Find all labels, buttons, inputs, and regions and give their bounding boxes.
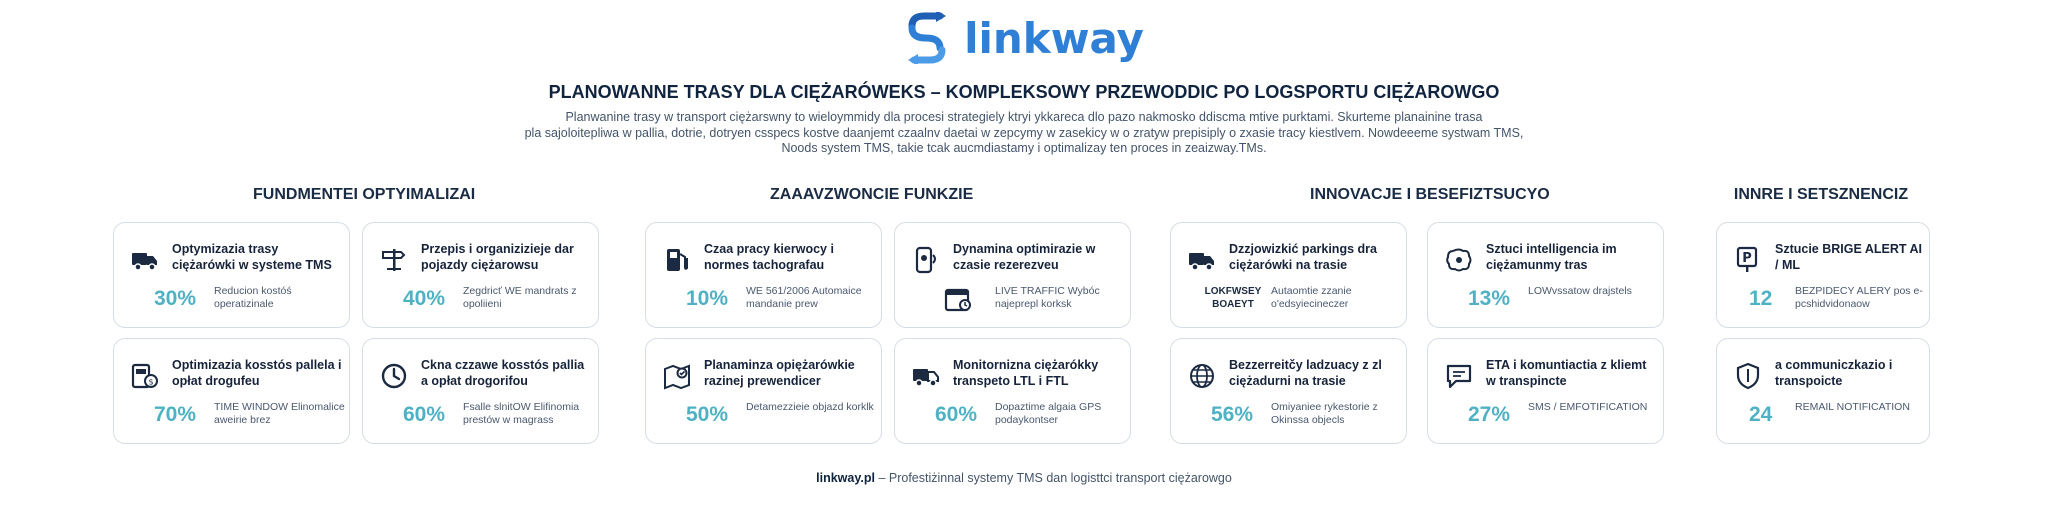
- card-description: BEZPIDECY ALERY pos e-pcshidvidonaow: [1795, 285, 1923, 310]
- chat-bubble-icon: [1444, 361, 1474, 391]
- globe-icon: [1187, 361, 1217, 391]
- footer-site-link[interactable]: linkway.pl: [816, 471, 875, 485]
- card-description: REMAIL NOTIFICATION: [1795, 401, 1910, 413]
- section-title: FUNDMENTEI OPTYIMALIZAI: [253, 186, 476, 203]
- svg-text:$: $: [148, 377, 154, 387]
- feature-card[interactable]: [1427, 222, 1664, 328]
- card-description: WE 561/2006 Automaice mandanie prew: [746, 285, 862, 310]
- card-description: LOWvssatow drajstels: [1528, 285, 1632, 297]
- feature-card[interactable]: [1427, 338, 1664, 444]
- card-title: ETA i komuntiactia z kliemt w transpincte: [1486, 358, 1647, 388]
- card-title: Planaminza opiężarówkie razinej prewendicer: [704, 358, 855, 388]
- card-description: Omiyaniee rykestorie z Okinssa objecls: [1271, 401, 1378, 426]
- intro-line: pla sajoloitepliwa w pallia, dotrie, dotryen csspecs kostve daanjemt czaalnv daetai w zepcymy w zasekicy w o zratyw prepisiply o zxasie tracy kiestlvem. Nowdeeeme systwam TMS,: [524, 125, 1524, 140]
- card-stat: 50%: [686, 403, 729, 426]
- card-title: Dynamina optimirazie w czasie rezerezveu: [953, 242, 1096, 272]
- card-description: SMS / EMFOTIFICATION: [1528, 401, 1648, 413]
- card-title: Przepis i organizizieje dar pojazdy ciężarowsu: [421, 242, 574, 272]
- feature-card[interactable]: [645, 338, 882, 444]
- brain-ai-icon: [1444, 245, 1474, 275]
- card-title: Optimizazia kosstós pallela i opłat drogufeu: [172, 358, 342, 388]
- card-title: Monitornizna ciężarókky transpeto LTL i FTL: [953, 358, 1099, 388]
- card-stat: LOKFWSEY BOAEYT: [1204, 286, 1262, 310]
- card-title: Dzzjowizkić parkings dra ciężarówki na trasie: [1229, 242, 1377, 272]
- feature-card[interactable]: [1170, 338, 1407, 444]
- card-stat: 13%: [1468, 287, 1511, 310]
- card-stat: 40%: [403, 287, 446, 310]
- shield-icon: [1733, 361, 1763, 391]
- card-description: TIME WINDOW Elinomalice aweirie brez: [214, 401, 345, 426]
- brand-name: linkway: [964, 13, 1144, 63]
- fuel-pump-icon: [662, 245, 692, 275]
- intro-paragraph: [360, 110, 1688, 157]
- card-description: Reducion kostóś operatizinale: [214, 285, 292, 310]
- calendar-icon: [943, 285, 973, 313]
- card-description: Autaomtie zzanie o'edsyiecineczer: [1271, 285, 1352, 310]
- card-title: Sztucie BRIGE ALERT AI / ML: [1775, 242, 1923, 272]
- feature-card[interactable]: [1716, 222, 1930, 328]
- card-stat: 70%: [154, 403, 197, 426]
- intro-line: Planwanine trasy w transport ciężarswny to wieloymmidy dla procesi strategiely ktryi ykkareca dlo pazo nakmosko ddiscma mtive purktami. Skurteme planainine trasa: [565, 110, 1483, 124]
- brand-logo: [0, 10, 2048, 66]
- intro-line: Noods system TMS, takie tcak aucmdiastamy i optimalizay ten proces in zeaizway.TMs.: [781, 141, 1267, 155]
- feature-card[interactable]: [362, 222, 599, 328]
- feature-card[interactable]: [1716, 338, 1930, 444]
- card-title: Ckna czzawe kosstós pallia a opłat drogorifou: [421, 358, 585, 388]
- card-stat: 27%: [1468, 403, 1511, 426]
- cost-calculator-icon: [130, 361, 160, 391]
- feature-card[interactable]: [362, 338, 599, 444]
- signpost-icon: [379, 245, 409, 275]
- feature-card[interactable]: [894, 338, 1131, 444]
- card-stat: 10%: [686, 287, 729, 310]
- card-stat: 60%: [403, 403, 446, 426]
- card-title: Sztuci intelligencia im ciężamunmy tras: [1486, 242, 1617, 272]
- card-description: Detamezzieie objazd korklk: [746, 401, 874, 413]
- section-title: INNRE I SETSZNENCIZ: [1733, 186, 1909, 203]
- card-description: Fsalle slnitOW Elifinomia prestów w magrass: [463, 401, 580, 426]
- svg-text:P: P: [1742, 251, 1752, 266]
- card-title: Czaa pracy kierwocy i normes tachografau: [704, 242, 834, 272]
- section-title: ZAAAVZWONCIE FUNKZIE: [770, 186, 974, 203]
- card-title: a communiczkazio i transpoicte: [1775, 358, 1893, 388]
- card-stat: 56%: [1211, 403, 1254, 426]
- card-description: Zegdricť WE mandrats z opoliieni: [463, 285, 577, 310]
- card-stat: 24: [1749, 403, 1773, 426]
- parking-truck-icon: [1187, 245, 1217, 275]
- parking-sign-icon: [1733, 245, 1763, 275]
- page-headline: PLANOWANNE TRASY DLA CIĘŻARÓWEKS – KOMPLEKSOWY PRZEWODDIC PO LOGSPORTU CIĘŻAROWGO: [548, 82, 1500, 102]
- page-footer: [0, 471, 2048, 485]
- feature-card[interactable]: [894, 222, 1131, 328]
- section-title: INNOVACJE I BESEFIZTSUCYO: [1310, 186, 1550, 203]
- feature-card[interactable]: [645, 222, 882, 328]
- card-title: Bezzerreitčy ladzuacy z zl ciężadurni na trasie: [1229, 358, 1382, 388]
- mobile-gps-icon: [911, 245, 941, 275]
- card-stat: 12: [1749, 287, 1773, 310]
- truck-icon: [130, 245, 160, 275]
- feature-card[interactable]: [1170, 222, 1407, 328]
- card-description: Dopaztime algaia GPS podaykontser: [995, 401, 1102, 426]
- clock-icon: [379, 361, 409, 391]
- link-arrows-icon: [904, 12, 950, 64]
- feature-card[interactable]: [113, 338, 350, 444]
- feature-card[interactable]: [113, 222, 350, 328]
- card-title: Optymizazia trasy ciężarówki w systeme TMS: [172, 242, 332, 272]
- map-route-icon: [662, 361, 692, 391]
- card-stat: 30%: [154, 287, 197, 310]
- footer-text: – Profestiżinnal systemy TMS dan logisttci transport ciężarowgo: [874, 471, 1232, 485]
- card-stat: 60%: [935, 403, 978, 426]
- card-description: LIVE TRAFFIC Wybóc najeprepl korksk: [995, 285, 1100, 310]
- monitoring-truck-icon: [911, 361, 941, 391]
